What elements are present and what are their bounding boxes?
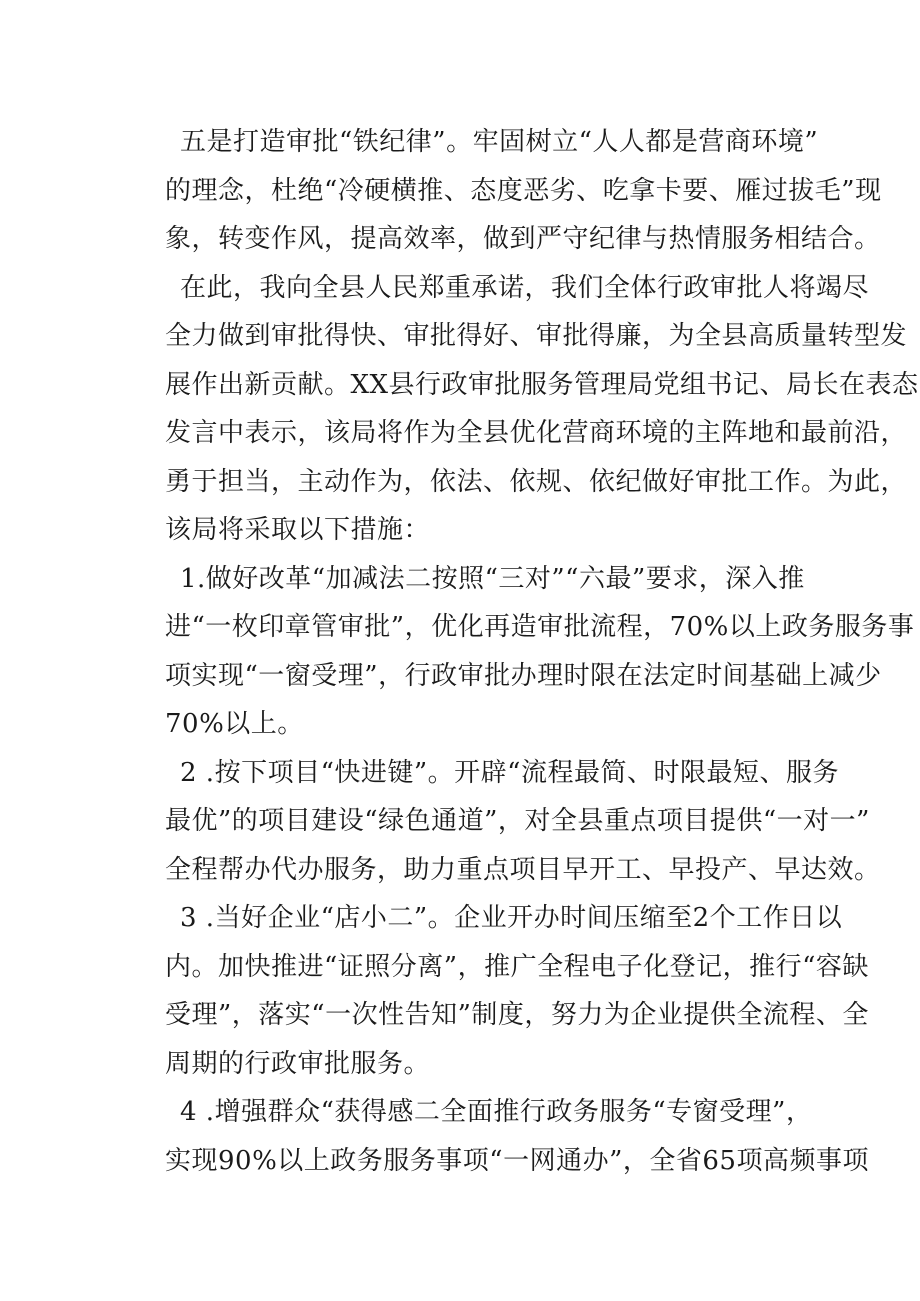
text-line: 勇于担当，主动作为，依法、依规、依纪做好审批工作。为此， xyxy=(165,466,908,497)
text-line: 4 .增强群众“获得感二全面推行政务服务“专窗受理”， xyxy=(180,1097,813,1127)
text-line: 3 .当好企业“店小二”。企业开办时间压缩至2个工作日以 xyxy=(180,903,843,933)
text-line: 1.做好改革“加减法二按照“三对”“六最”要求，深入推 xyxy=(180,563,805,594)
text-line: 全程帮办代办服务，助力重点项目早开工、早投产、早达效。 xyxy=(165,854,881,885)
text-line: 发言中表示，该局将作为全县优化营商环境的主阵地和最前沿， xyxy=(165,418,908,448)
text-line: 最优”的项目建设“绿色通道”，对全县重点项目提供“一对一” xyxy=(165,806,870,836)
text-line: 内。加快推进“证照分离”，推广全程电子化登记，推行“容缺 xyxy=(165,951,869,982)
text-line: 该局将采取以下措施： xyxy=(165,515,431,545)
text-line: 受理”，落实“一次性告知”制度，努力为企业提供全流程、全 xyxy=(165,1000,869,1030)
text-line: 的理念，杜绝“冷硬横推、态度恶劣、吃拿卡要、雁过拔毛”现 xyxy=(165,175,882,206)
text-line: 进“一枚印章管审批”，优化再造审批流程，70%以上政务服务事 xyxy=(165,612,915,642)
text-line: 象，转变作风，提高效率，做到严守纪律与热情服务相结合。 xyxy=(165,224,881,254)
text-line: 2 .按下项目“快进键”。开辟“流程最简、时限最短、服务 xyxy=(180,757,839,788)
text-line: 五是打造审批“铁纪律”。牢固树立“人人都是营商环境” xyxy=(180,127,819,157)
text-line: 70%以上。 xyxy=(165,709,304,739)
text-line: 周期的行政审批服务。 xyxy=(165,1048,431,1079)
text-line: 实现90%以上政务服务事项“一网通办”，全省65项高频事项 xyxy=(165,1145,869,1176)
text-line: 全力做到审批得快、审批得好、审批得廉，为全县高质量转型发 xyxy=(165,321,908,351)
text-line: 项实现“一窗受理”，行政审批办理时限在法定时间基础上减少 xyxy=(165,660,882,691)
text-line: 在此，我向全县人民郑重承诺，我们全体行政审批人将竭尽 xyxy=(180,272,870,303)
text-line: 展作出新贡献。XX县行政审批服务管理局党组书记、局长在表态 xyxy=(165,369,919,400)
